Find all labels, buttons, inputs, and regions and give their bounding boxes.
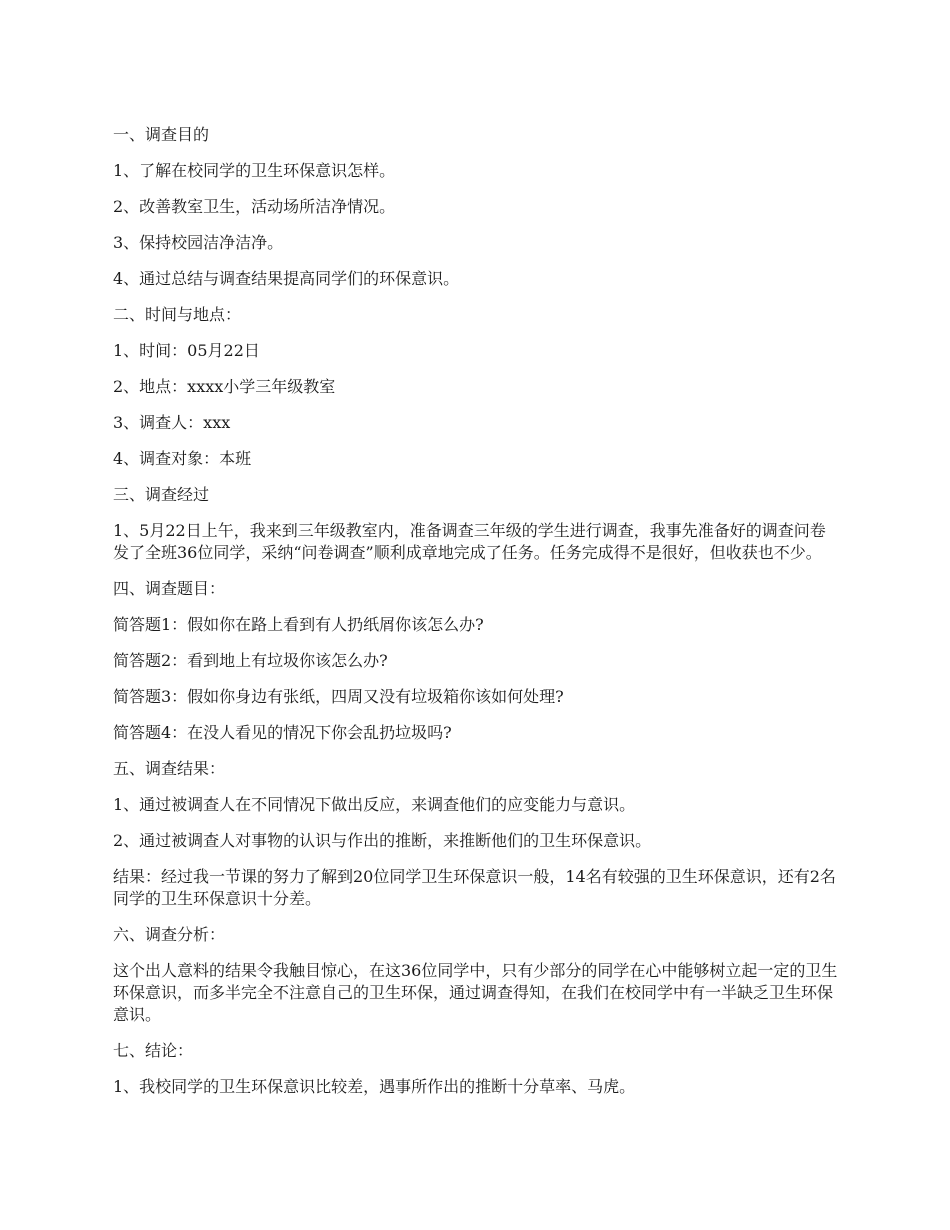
time-place-item-4: 4、调查对象：本班: [113, 449, 252, 468]
document-body: [113, 124, 841, 1112]
purpose-item-3: 3、保持校园洁净洁净。: [113, 233, 284, 252]
section-heading-purpose: 一、调查目的: [113, 125, 210, 144]
analysis-paragraph: 这个出人意料的结果令我触目惊心，在这36位同学中，只有少部分的同学在心中能够树立起一定的卫生环保意识，而多半完全不注意自己的卫生环保，通过调查得知，在我们在校同学中有一半缺乏卫生环保意识。: [113, 961, 838, 1024]
purpose-item-2: 2、改善教室卫生，活动场所洁净情况。: [113, 197, 396, 216]
results-item-1: 1、通过被调查人在不同情况下做出反应，来调查他们的应变能力与意识。: [113, 795, 636, 814]
time-place-item-3: 3、调查人：xxx: [113, 413, 231, 432]
question-2: 简答题2：看到地上有垃圾你该怎么办?: [113, 651, 388, 670]
question-1: 简答题1：假如你在路上看到有人扔纸屑你该怎么办?: [113, 615, 484, 634]
time-place-item-1: 1、时间：05月22日: [113, 341, 260, 360]
section-heading-time-place: 二、时间与地点：: [113, 305, 242, 324]
conclusion-item-1: 1、我校同学的卫生环保意识比较差，遇事所作出的推断十分草率、马虎。: [113, 1077, 636, 1096]
question-4: 简答题4：在没人看见的情况下你会乱扔垃圾吗?: [113, 723, 452, 742]
section-heading-conclusion: 七、结论：: [113, 1041, 194, 1060]
purpose-item-4: 4、通过总结与调查结果提高同学们的环保意识。: [113, 269, 460, 288]
results-item-2: 2、通过被调查人对事物的认识与作出的推断，来推断他们的卫生环保意识。: [113, 831, 652, 850]
process-paragraph: 1、5月22日上午，我来到三年级教室内，准备调查三年级的学生进行调查，我事先准备好的调查问卷发了全班36位同学，采纳“问卷调查”顺利成章地完成了任务。任务完成得不是很好，但收获也不少。: [113, 521, 826, 562]
results-summary: 结果：经过我一节课的努力了解到20位同学卫生环保意识一般，14名有较强的卫生环保意识，还有2名同学的卫生环保意识十分差。: [113, 867, 836, 908]
question-3: 简答题3：假如你身边有张纸，四周又没有垃圾箱你该如何处理?: [113, 687, 564, 706]
section-heading-questions: 四、调查题目：: [113, 579, 226, 598]
purpose-item-1: 1、了解在校同学的卫生环保意识怎样。: [113, 161, 396, 180]
section-heading-process: 三、调查经过: [113, 485, 210, 504]
section-heading-analysis: 六、调查分析：: [113, 925, 226, 944]
section-heading-results: 五、调查结果：: [113, 759, 226, 778]
time-place-item-2: 2、地点：xxxx小学三年级教室: [113, 377, 336, 396]
